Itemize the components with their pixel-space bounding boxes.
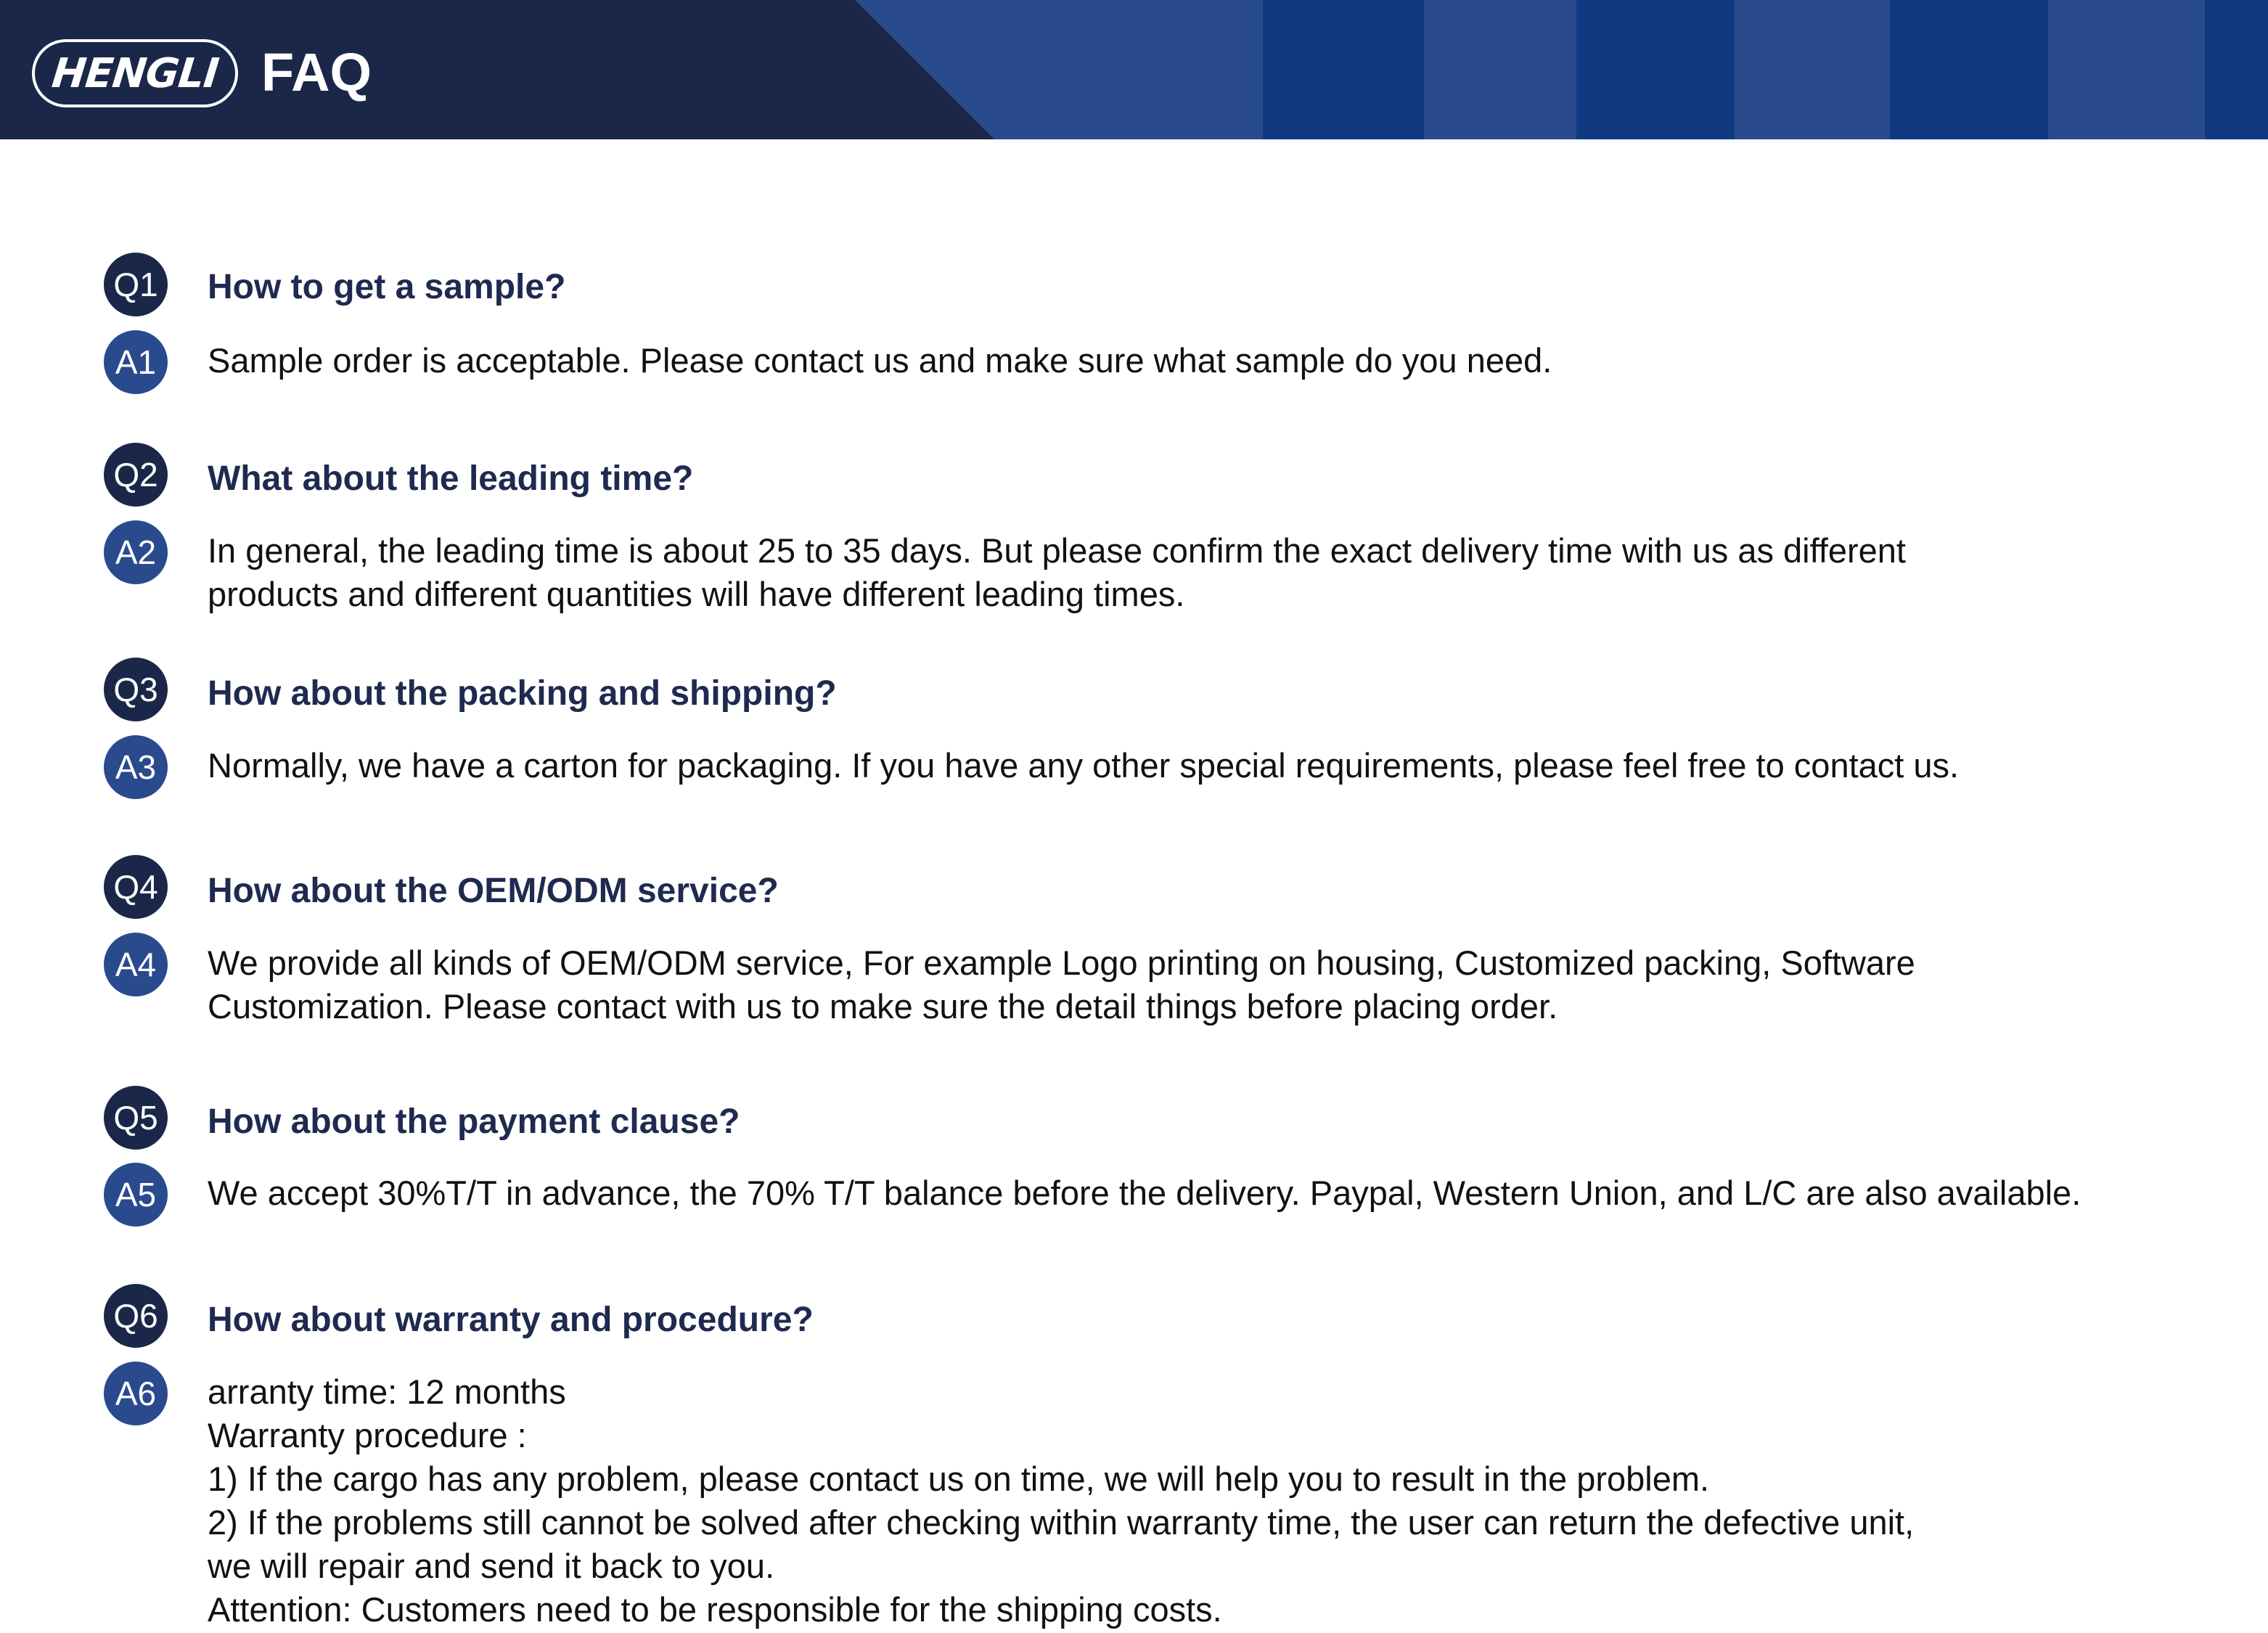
answer-badge: A5: [104, 1163, 168, 1227]
question-text: How about the payment clause?: [208, 1102, 740, 1141]
answer-line: we will repair and send it back to you.: [208, 1547, 775, 1585]
answer-text: [208, 339, 2240, 382]
answer-line: Sample order is acceptable. Please contact us and make sure what sample do you need.: [208, 341, 1552, 380]
answer-line: In general, the leading time is about 25 to 35 days. But please confirm the exact delivery time with us as different: [208, 531, 1906, 570]
question-badge: Q4: [104, 855, 168, 919]
question-badge: Q6: [104, 1284, 168, 1348]
logo-text: HENGLI: [49, 49, 221, 97]
question-text: How about warranty and procedure?: [208, 1301, 814, 1339]
question-text: How about the packing and shipping?: [208, 674, 837, 713]
answer-line: products and different quantities will have different leading times.: [208, 575, 1185, 613]
answer-line: Normally, we have a carton for packaging. If you have any other special requirements, please feel free to contact us.: [208, 746, 1960, 785]
page-title: FAQ: [261, 42, 372, 102]
answer-line: 1) If the cargo has any problem, please contact us on time, we will help you to result in the problem.: [208, 1460, 1710, 1498]
question-badge: Q3: [104, 658, 168, 721]
answer-text: [208, 744, 2240, 787]
question-badge: Q1: [104, 253, 168, 316]
answer-line: Attention: Customers need to be responsible for the shipping costs.: [208, 1590, 1222, 1629]
answer-line: Warranty procedure :: [208, 1416, 527, 1454]
answer-text: [208, 1171, 2240, 1215]
answer-badge: A6: [104, 1362, 168, 1425]
answer-badge: A1: [104, 330, 168, 394]
answer-line: Customization. Please contact with us to make sure the detail things before placing order.: [208, 987, 1558, 1026]
answer-line: We accept 30%T/T in advance, the 70% T/T balance before the delivery. Paypal, Western Union, and L/C are also available.: [208, 1174, 2081, 1212]
question-text: What about the leading time?: [208, 459, 694, 498]
answer-badge: A4: [104, 933, 168, 996]
answer-text: [208, 1370, 2240, 1632]
question-text: How to get a sample?: [208, 268, 566, 306]
answer-line: arranty time: 12 months: [208, 1372, 566, 1411]
question-text: How about the OEM/ODM service?: [208, 872, 779, 910]
answer-text: [208, 941, 2240, 1028]
answer-badge: A3: [104, 735, 168, 799]
question-badge: Q5: [104, 1086, 168, 1150]
question-badge: Q2: [104, 443, 168, 507]
answer-text: [208, 529, 2240, 616]
answer-badge: A2: [104, 520, 168, 584]
answer-line: 2) If the problems still cannot be solved after checking within warranty time, the user can return the defective unit,: [208, 1503, 1915, 1542]
answer-line: We provide all kinds of OEM/ODM service, For example Logo printing on housing, Customized packing, Software: [208, 944, 1915, 982]
